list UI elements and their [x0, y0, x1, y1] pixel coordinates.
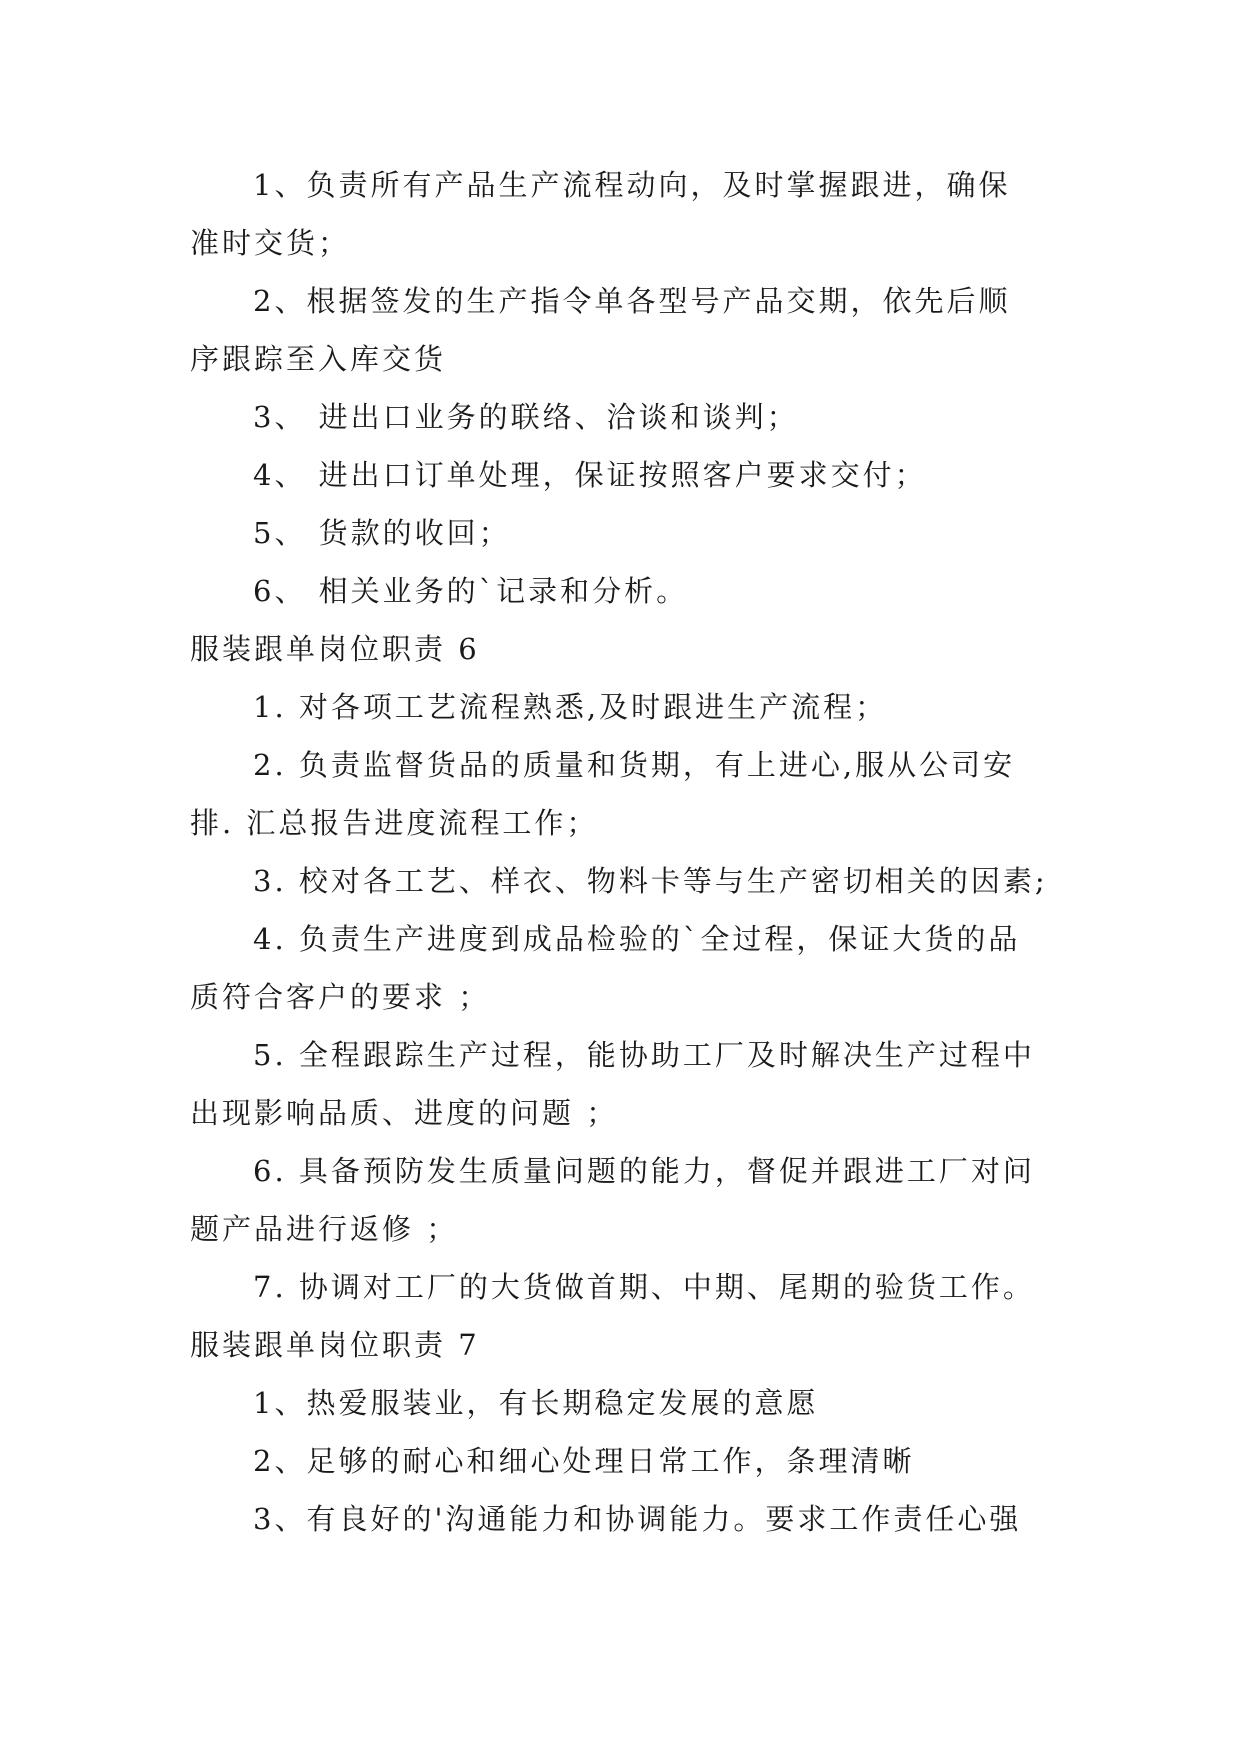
- s6-item-7: 7. 协调对工厂的大货做首期、中期、尾期的验货工作。: [253, 1270, 1035, 1304]
- s6-item-1: 1. 对各项工艺流程熟悉,及时跟进生产流程；: [253, 690, 888, 724]
- s6-item-4-line-1: 4. 负责生产进度到成品检验的`全过程，保证大货的品: [253, 922, 1021, 956]
- document-body: [190, 156, 1050, 1548]
- s6-item-6-line-1: 6. 具备预防发生质量问题的能力，督促并跟进工厂对问: [253, 1154, 1035, 1188]
- s7-item-2: 2、足够的耐心和细心处理日常工作，条理清晰: [253, 1444, 915, 1478]
- s6-item-2-line-1: 2. 负责监督货品的质量和货期，有上进心,服从公司安: [253, 748, 1016, 782]
- s6-item-5-line-1: 5. 全程跟踪生产过程，能协助工厂及时解决生产过程中: [253, 1038, 1035, 1072]
- s6-item-4-line-2: 质符合客户的要求 ；: [190, 980, 491, 1014]
- s5-item-2-line-1: 2、根据签发的生产指令单各型号产品交期，依先后顺: [253, 284, 1011, 318]
- s5-item-5: 5、 货款的收回；: [253, 516, 511, 550]
- section-6-heading: 服装跟单岗位职责 6: [190, 632, 480, 666]
- s5-item-6: 6、 相关业务的`记录和分析。: [253, 574, 689, 608]
- s6-item-3: 3. 校对各工艺、样衣、物料卡等与生产密切相关的因素;: [253, 864, 1048, 898]
- s7-item-3: 3、有良好的'沟通能力和协调能力。要求工作责任心强: [253, 1502, 1022, 1536]
- s6-item-2-line-2: 排. 汇总报告进度流程工作；: [190, 806, 599, 840]
- s6-item-5-line-2: 出现影响品质、进度的问题 ；: [190, 1096, 619, 1130]
- s5-item-2-line-2: 序跟踪至入库交货: [190, 342, 447, 376]
- s5-item-4: 4、 进出口订单处理，保证按照客户要求交付；: [253, 458, 927, 492]
- s5-item-1-line-2: 准时交货；: [190, 226, 351, 260]
- s7-item-1: 1、热爱服装业，有长期稳定发展的意愿: [253, 1386, 819, 1420]
- section-7-heading: 服装跟单岗位职责 7: [190, 1328, 480, 1362]
- s6-item-6-line-2: 题产品进行返修 ；: [190, 1212, 459, 1246]
- s5-item-1-line-1: 1、负责所有产品生产流程动向，及时掌握跟进，确保: [253, 168, 1011, 202]
- s5-item-3: 3、 进出口业务的联络、洽谈和谈判；: [253, 400, 799, 434]
